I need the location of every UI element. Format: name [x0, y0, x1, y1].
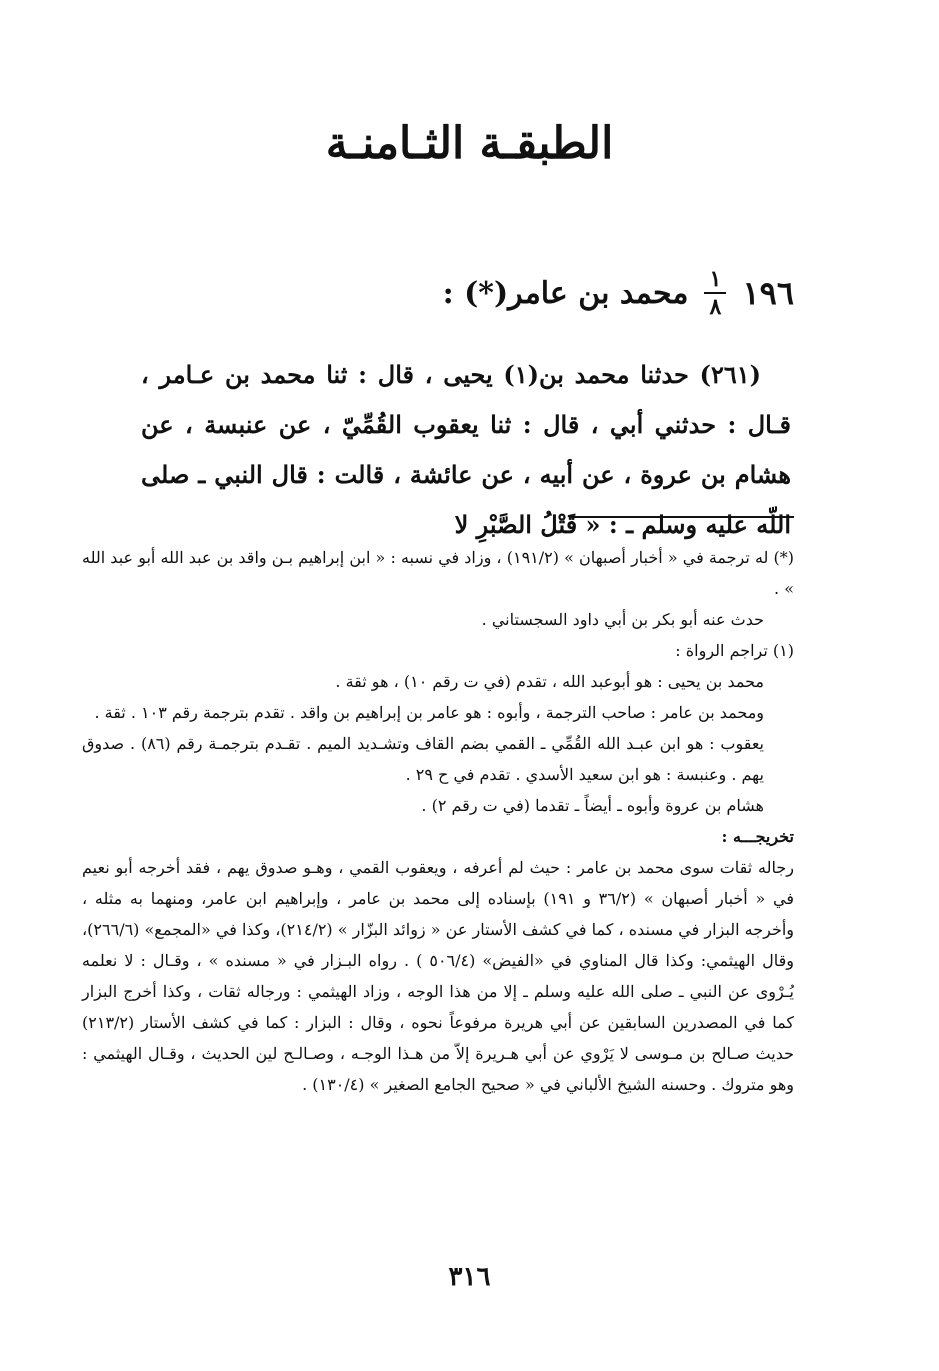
- hadith-text: [141, 350, 791, 550]
- chapter-title: الطبقـة الثـامنـة: [325, 118, 614, 169]
- narrator-line: محمد بن يحيى : هو أبوعبد الله ، تقدم (في ت رقم ١٠) ، هو ثقة .: [335, 672, 764, 691]
- fraction-denominator: ٨: [709, 294, 722, 320]
- star-footnote: (*) له ترجمة في « أخبار أصبهان » (١٩١/٢) ، وزاد في نسبه : « ابن إبراهيم بـن واقد بن عبد الله أبو عبد الله » .: [82, 548, 794, 598]
- hadith-paragraph: (٢٦١) حدثنا محمد بن(١) يحيى ، قال : ثنا محمد بن عـامر ، قـال : حدثني أبي ، قال : ثنا يعقوب القُمِّيّ ، عن عنبسة ، عن هشام بن عروة ، عن أبيه ، عن عائشة ، قالت : قال النبي ـ صلى اللّه عليه وسلم ـ : « قَتْلُ الصَّبْرِ لا: [141, 360, 791, 539]
- footnotes: [82, 542, 794, 1100]
- page-number: ٣١٦: [448, 1262, 491, 1292]
- fraction-numerator: ١: [709, 266, 722, 292]
- takhrij-text: رجاله ثقات سوى محمد بن عامر : حيث لم أعرفه ، ويعقوب القمي ، وهـو صدوق يهم ، فقد أخرجه أبو نعيم في « أخبار أصبهان » (٣٦/٢ و ١٩١) بإسناده إلى محمد بن عامر ، وإبراهيم ابن عامر، ومنهما به مثله ، وأخرجه البزار في مسنده ، كما في كشف الأستار عن « زوائد البزّار » (٢١٤/٢)، وكذا في «المجمع» (٢٦٦/٦)، وقال الهيثمي: وكذا قال المناوي في «الفيض» (٥٠٦/٤ ) . رواه البـزار في « مسنده » ، وقـال : لا نعلمه يُـرْوى عن النبي ـ صلى الله عليه وسلم ـ إلا من هذا الوجه ، وزاد الهيثمي : ورجاله ثقات ، وكذا أخرج البزار كما في المصدرين السابقين عن أبي هريرة مرفوعاً نحوه ، وقال : البزار : كما في كشف الأستار (٢١٣/٢) حديث صـالح بن مـوسى لا يَرْوي عن أبي هـريرة إلاّ من هـذا الوجـه ، وصـالـح لين الحديث ، وقـال الهيثمي : وهو متروك . وحسنه الشيخ الألباني في « صحيح الجامع الصغير » (١٣٠/٤) .: [82, 858, 795, 1094]
- star-footnote-continued: حدث عنه أبو بكر بن أبي داود السجستاني .: [481, 610, 764, 629]
- entry-name: محمد بن عامر(*) :: [442, 275, 689, 311]
- narrator-line: يعقوب : هو ابن عبـد الله القُمِّي ـ القمي بضم القاف وتشـديد الميم . تقـدم بترجمـة رقم (٨٦) . صدوق يهم . وعنبسة : هو ابن سعيد الأسدي . تقدم في ح ٢٩ .: [82, 734, 765, 784]
- entry-number: ١٩٦: [742, 274, 794, 312]
- entry-fraction: [704, 268, 726, 318]
- takhrij-title: تخريجـــه :: [721, 827, 794, 846]
- narrators-footnote-title: (١) تراجم الرواة :: [675, 641, 794, 660]
- footnote-divider: [569, 516, 794, 518]
- narrator-line: هشام بن عروة وأبوه ـ أيضاً ـ تقدما (في ت رقم ٢) .: [421, 796, 764, 815]
- entry-heading: [443, 268, 794, 318]
- narrator-line: ومحمد بن عامر : صاحب الترجمة ، وأبوه : هو عامر بن إبراهيم بن واقد . تقدم بترجمة رقم ١٠٣ . ثقة .: [94, 703, 764, 722]
